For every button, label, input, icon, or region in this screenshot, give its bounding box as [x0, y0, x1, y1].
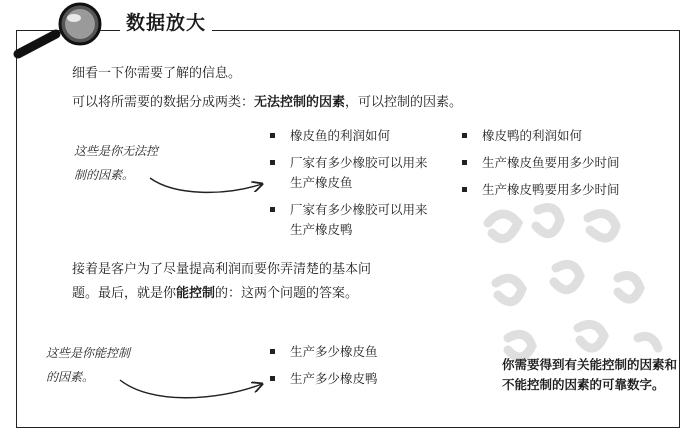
intro-line: 细看一下你需要了解的信息。 — [72, 66, 242, 81]
intro-categories: 可以将所需要的数据分成两类：无法控制的因素，可以控制的因素。 — [72, 95, 463, 110]
list-item: 厂家有多少橡胶可以用来生产橡皮鱼 — [268, 153, 438, 193]
handwritten-note-uncontrollable: 这些是你无法控制的因素。 — [74, 144, 159, 182]
list-item: 厂家有多少橡胶可以用来生产橡皮鸭 — [268, 200, 438, 240]
list-item: 橡皮鸭的利润如何 — [460, 126, 660, 146]
page-title: 数据放大 — [120, 8, 212, 35]
summary-note: 你需要得到有关能控制的因素和不能控制的因素的可靠数字。 — [502, 357, 678, 392]
list-item: 生产橡皮鱼要用多少时间 — [460, 153, 660, 173]
list-item: 橡皮鱼的利润如何 — [268, 126, 438, 146]
list-item: 生产多少橡皮鱼 — [268, 342, 438, 362]
list-item: 生产多少橡皮鸭 — [268, 369, 438, 389]
handwritten-note-controllable: 这些是你能控制的因素。 — [46, 346, 131, 384]
list-item: 生产橡皮鸭要用多少时间 — [460, 180, 660, 200]
watermark-seal — [468, 188, 683, 378]
middle-paragraph: 接着是客户为了尽量提高利润而要你弄清楚的基本问题。最后，就是你能控制的：这两个问题的答案。 — [72, 262, 372, 301]
